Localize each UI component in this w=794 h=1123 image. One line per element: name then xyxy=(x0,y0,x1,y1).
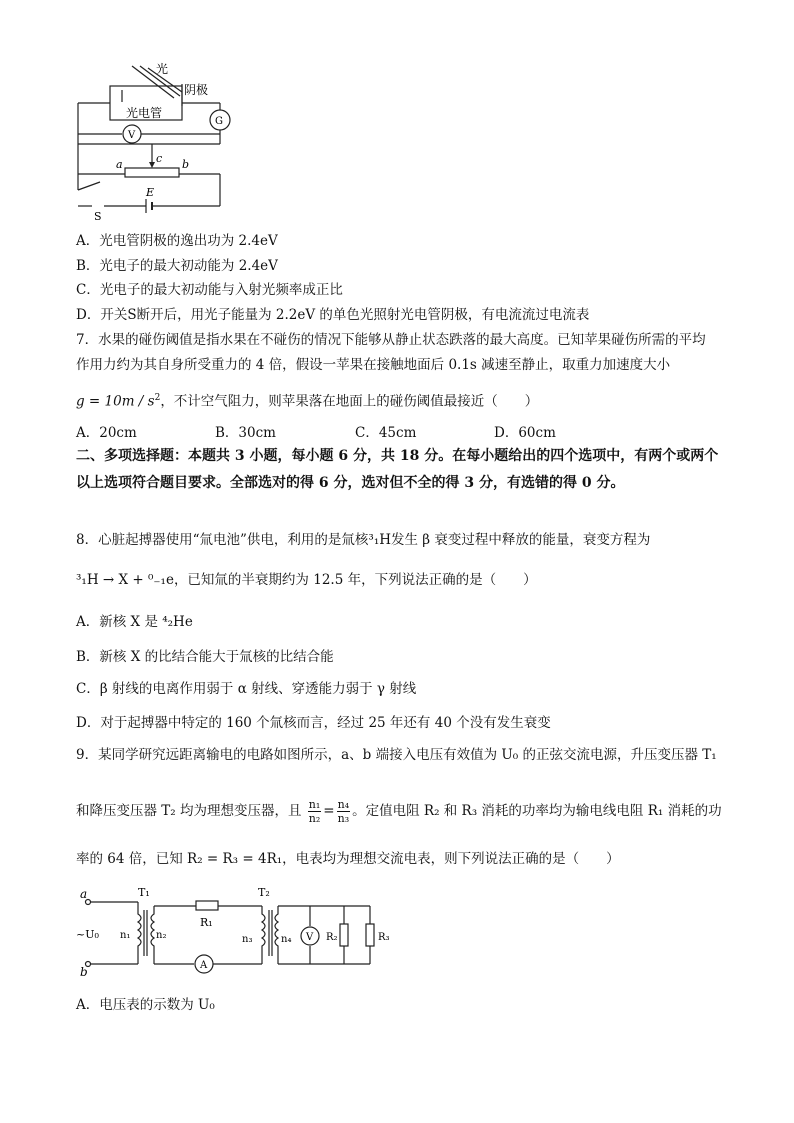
n4-label: n₄ xyxy=(281,934,292,945)
q8-stem-rest: ，已知氚的半衰期约为 12.5 年，下列说法正确的是（ ） xyxy=(173,572,537,588)
q7-option-c: C．45cm xyxy=(355,425,417,441)
q6-option-c: C．光电子的最大初动能与入射光频率成正比 xyxy=(76,282,343,298)
q7-stem-line3 xyxy=(76,389,538,411)
q7-stem-rest: ，不计空气阻力，则苹果落在地面上的碰伤阈值最接近（ ） xyxy=(160,393,539,410)
tube-label: 光电管 xyxy=(126,106,163,120)
source-label: ~U₀ xyxy=(76,928,99,941)
n3-label: n₃ xyxy=(242,934,253,945)
q9-stem-line1: 9．某同学研究远距离输电的电路如图所示，a、b 端接入电压有效值为 U₀ 的正弦交流电源，升压变压器 T₁ xyxy=(76,747,717,763)
q6-option-a: A．光电管阴极的逸出功为 2.4eV xyxy=(76,233,278,249)
q9-option-a: A．电压表的示数为 U₀ xyxy=(76,997,215,1013)
voltmeter-label: V xyxy=(306,932,314,943)
q9-stem-part1: 和降压变压器 T₂ 均为理想变压器，且 xyxy=(76,803,302,819)
terminal-b-label: b xyxy=(80,965,88,979)
q8-stem-line1 xyxy=(76,531,650,549)
transmission-circuit-figure xyxy=(76,884,396,982)
point-b-label: b xyxy=(182,158,190,171)
photoelectric-circuit-figure xyxy=(70,58,245,223)
n2-label: n₂ xyxy=(156,930,167,941)
q7-gravity-exponent: 2 xyxy=(154,393,161,403)
q7-stem-line2: 作用力约为其自身所受重力的 4 倍，假设一苹果在接触地面后 0.1s 减速至静止，取重力加速度大小 xyxy=(76,357,671,373)
ammeter-label: A xyxy=(200,960,208,971)
q9-ratio-n1-n2: $\frac{\text{n₁}}{\text{n₂}}$ xyxy=(308,798,321,825)
terminal-a-label: a xyxy=(80,887,88,901)
q8-stem-line2 xyxy=(76,571,537,589)
r2-label: R₂ xyxy=(326,932,338,943)
q8-tritium-symbol: ³₁H xyxy=(368,532,392,548)
cathode-label: 阴极 xyxy=(184,83,209,97)
q9-ratio-n4-n3: $\frac{\text{n₄}}{\text{n₃}}$ xyxy=(337,798,350,825)
q8-decay-equation: ³₁H → X + ⁰₋₁e xyxy=(76,572,174,588)
voltmeter-label: V xyxy=(128,130,136,141)
q7-gravity-value: g = 10m / s xyxy=(76,393,155,410)
q6-option-d: D．开关S断开后，用光子能量为 2.2eV 的单色光照射光电管阴极，有电流流过电流表 xyxy=(76,307,590,323)
q9-stem-part2: 。定值电阻 R₂ 和 R₃ 消耗的功率均为输电线电阻 R₁ 消耗的功 xyxy=(352,803,722,819)
q9-stem-line2 xyxy=(76,796,722,826)
q8-stem-part2: 发生 β 衰变过程中释放的能量，衰变方程为 xyxy=(391,532,651,548)
q8-option-a: A．新核 X 是 ⁴₂He xyxy=(76,614,193,630)
q9-equals: = xyxy=(323,803,335,819)
r1-label: R₁ xyxy=(200,916,213,929)
q6-option-b: B．光电子的最大初动能为 2.4eV xyxy=(76,258,278,274)
point-a-label: a xyxy=(116,158,123,171)
r3-label: R₃ xyxy=(378,932,390,943)
q8-stem-part1: 8．心脏起搏器使用“氚电池”供电，利用的是氚核 xyxy=(76,532,369,548)
q7-stem-line1: 7．水果的碰伤阈值是指水果在不碰伤的情况下能够从静止状态跌落的最大高度。已知苹果碰伤所需的平均 xyxy=(76,332,706,348)
q9-stem-line3: 率的 64 倍，已知 R₂ = R₃ = 4R₁，电表均为理想交流电表，则下列说法正确的是（ ） xyxy=(76,851,620,867)
q8-option-c: C．β 射线的电离作用弱于 α 射线、穿透能力弱于 γ 射线 xyxy=(76,681,417,697)
galvanometer-label: G xyxy=(215,116,223,127)
t1-label: T₁ xyxy=(138,886,150,899)
light-label: 光 xyxy=(156,62,169,76)
section-2-heading: 二、多项选择题：本题共 3 小题，每小题 6 分，共 18 分。在每小题给出的四个选项中，有两个或两个以上选项符合题目要求。全部选对的得 6 分，选对但不全的得 3 分，有选错的得 0 分。 xyxy=(76,448,719,491)
q8-option-b: B．新核 X 的比结合能大于氚核的比结合能 xyxy=(76,649,334,665)
switch-label: S xyxy=(94,210,102,223)
t2-label: T₂ xyxy=(258,886,270,899)
q8-option-d: D．对于起搏器中特定的 160 个氚核而言，经过 25 年还有 40 个没有发生衰变 xyxy=(76,715,551,731)
q7-option-a: A．20cm xyxy=(76,425,137,441)
q7-option-b: B．30cm xyxy=(215,425,276,441)
q7-option-d: D．60cm xyxy=(494,425,556,441)
point-c-label: c xyxy=(156,152,163,165)
emf-label: E xyxy=(146,186,155,199)
n1-label: n₁ xyxy=(120,930,131,941)
